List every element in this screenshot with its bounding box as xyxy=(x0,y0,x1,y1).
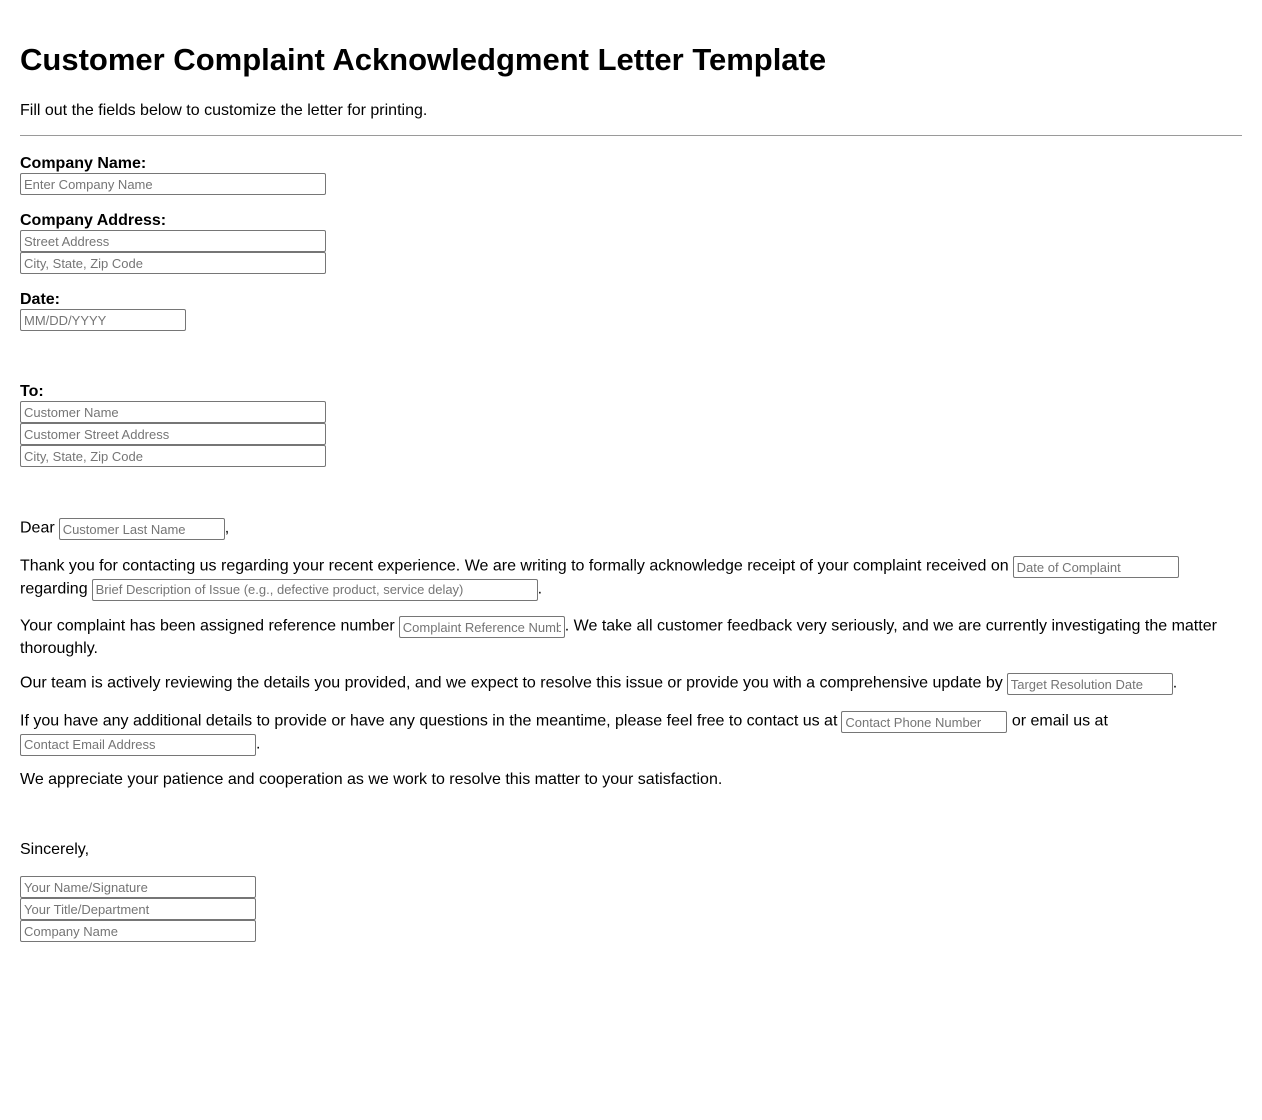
paragraph-contact xyxy=(20,710,1242,755)
complaint-date-input[interactable] xyxy=(1013,556,1179,578)
greeting-suffix: , xyxy=(224,519,230,537)
reference-number-input[interactable] xyxy=(399,616,565,638)
greeting-line xyxy=(20,517,1242,540)
p4-end: . xyxy=(256,735,261,752)
paragraph-appreciation: We appreciate your patience and cooperation as we work to resolve this matter to your satisfaction. xyxy=(20,771,723,788)
company-address-label: Company Address: xyxy=(20,212,167,229)
p1-text-b: regarding xyxy=(20,580,88,597)
p2-text-b: . We take all customer feedback very seriously, and we are currently investigating the matter thoroughly. xyxy=(20,617,1217,657)
p4-text-a: If you have any additional details to provide or have any questions in the meantime, please feel free to contact us at xyxy=(20,712,838,730)
intro-text: Fill out the fields below to customize the letter for printing. xyxy=(20,102,428,119)
contact-email-input[interactable] xyxy=(20,734,256,756)
p4-text-b: or email us at xyxy=(1011,712,1108,730)
customer-city-input[interactable] xyxy=(20,445,326,467)
company-street-input[interactable] xyxy=(20,230,326,252)
customer-street-input[interactable] xyxy=(20,423,326,445)
resolution-date-input[interactable] xyxy=(1007,673,1173,695)
greeting-prefix: Dear xyxy=(20,519,55,537)
paragraph-reference-number xyxy=(20,615,1242,660)
divider xyxy=(20,135,1242,136)
customer-name-input[interactable] xyxy=(20,401,326,423)
company-city-input[interactable] xyxy=(20,252,326,274)
paragraph-complaint-receipt xyxy=(20,555,1242,600)
contact-phone-input[interactable] xyxy=(841,711,1007,733)
customer-last-name-input[interactable] xyxy=(59,518,225,540)
p3-text-a: Our team is actively reviewing the details you provided, and we expect to resolve this issue or provide you with a comprehensive update by xyxy=(20,674,1003,692)
signature-company-input[interactable] xyxy=(20,920,256,942)
date-input[interactable] xyxy=(20,309,186,331)
p3-end: . xyxy=(1172,674,1178,692)
signature-name-input[interactable] xyxy=(20,876,256,898)
date-label: Date: xyxy=(20,291,61,308)
paragraph-resolution xyxy=(20,672,1242,695)
company-name-label: Company Name: xyxy=(20,155,147,172)
recipient-label: To: xyxy=(20,383,44,400)
issue-description-input[interactable] xyxy=(92,579,538,601)
closing-text: Sincerely, xyxy=(20,841,90,858)
p1-text-a: Thank you for contacting us regarding your recent experience. We are writing to formally acknowledge receipt of your complaint received on xyxy=(20,557,1009,575)
page-title: Customer Complaint Acknowledgment Letter Template xyxy=(20,42,827,77)
company-name-input[interactable] xyxy=(20,173,326,195)
p2-text-a: Your complaint has been assigned reference number xyxy=(20,617,395,635)
p1-end: . xyxy=(537,580,543,597)
signature-title-input[interactable] xyxy=(20,898,256,920)
